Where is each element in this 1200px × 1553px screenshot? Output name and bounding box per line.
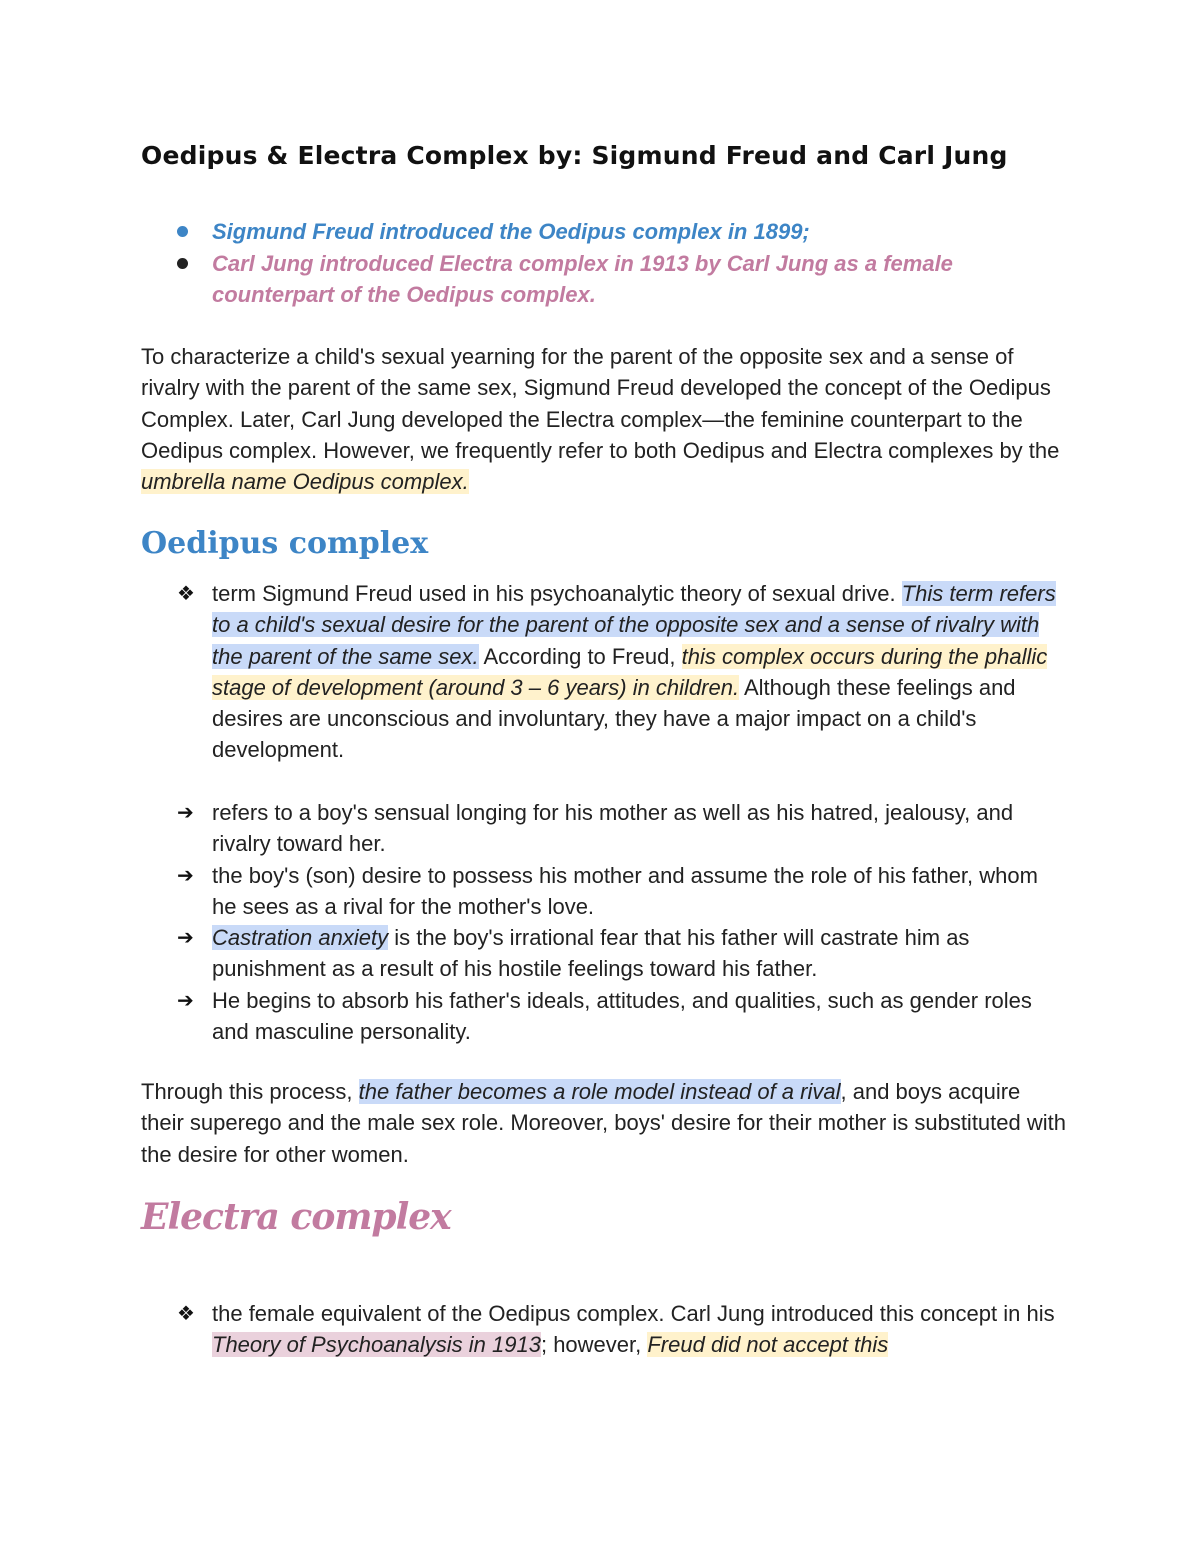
electra-heading: Electra complex xyxy=(141,1196,451,1238)
highlight-yellow: Freud did not accept this xyxy=(647,1332,889,1358)
paragraph-text: To characterize a child's sexual yearning for the parent of the opposite sex and a sense of rivalry with the parent of the same sex, Sigmund Freud developed the concept of the Oedipus Complex. Later, Carl Jung developed the Electra complex—the feminine counterpart to the Oedipus complex. However, we frequently refer to both Oedipus and Electra complexes by the xyxy=(141,344,1060,463)
list-item xyxy=(141,922,1066,985)
paragraph-text: Through this process, xyxy=(141,1079,359,1104)
item-text: the female equivalent of the Oedipus complex. Carl Jung introduced this concept in his xyxy=(212,1301,1055,1326)
highlight-blue: Castration anxiety xyxy=(212,925,389,951)
intro-paragraph xyxy=(141,341,1066,497)
item-text: According to Freud, xyxy=(478,643,682,669)
arrow-bullet-icon: ➔ xyxy=(177,987,194,1012)
list-item xyxy=(141,985,1066,1048)
arrow-bullet-icon: ➔ xyxy=(177,800,194,824)
bullet-dot-icon xyxy=(177,258,188,269)
list-item xyxy=(141,248,1041,311)
diamond-bullet-icon: ❖ xyxy=(177,581,195,605)
item-text: term Sigmund Freud used in his psychoanalytic theory of sexual drive. xyxy=(212,581,902,606)
list-item xyxy=(141,860,1066,923)
item-text: He begins to absorb his father's ideals, attitudes, and qualities, such as gender roles and masculine personality. xyxy=(212,987,1032,1045)
document-title: Oedipus & Electra Complex by: Sigmund Freud and Carl Jung xyxy=(141,141,1008,170)
bullet-dot-icon xyxy=(177,226,188,237)
highlight-yellow: umbrella name Oedipus complex. xyxy=(141,469,469,495)
oedipus-arrow-list xyxy=(141,797,1066,1047)
highlight-blue: the father becomes a role model instead of a rival xyxy=(358,1079,841,1104)
diamond-bullet-icon: ❖ xyxy=(177,1301,195,1325)
item-text: ; however, xyxy=(540,1332,648,1358)
list-item xyxy=(141,578,1066,766)
intro-bullet-text: Sigmund Freud introduced the Oedipus complex in 1899; xyxy=(212,219,810,244)
arrow-bullet-icon: ➔ xyxy=(177,862,194,887)
list-item xyxy=(141,216,1041,248)
oedipus-definition-list xyxy=(141,578,1066,766)
arrow-bullet-icon: ➔ xyxy=(177,925,194,950)
oedipus-closing-paragraph xyxy=(141,1076,1066,1170)
list-item xyxy=(141,797,1066,860)
item-text: is the boy's irrational fear that his father will castrate him as punishment as a result of his hostile feelings toward his father. xyxy=(212,925,970,982)
item-text: refers to a boy's sensual longing for his mother as well as his hatred, jealousy, and rivalry toward her. xyxy=(212,800,1014,857)
electra-definition-list xyxy=(141,1298,1066,1361)
item-text: Although these feelings and desires are unconscious and involuntary, they have a major impact on a child's development. xyxy=(212,674,1016,763)
item-text: the boy's (son) desire to possess his mother and assume the role of his father, whom he sees as a rival for the mother's love. xyxy=(212,862,1038,919)
list-item xyxy=(141,1298,1066,1361)
highlight-pink: Theory of Psychoanalysis in 1913 xyxy=(212,1332,541,1358)
oedipus-heading: Oedipus complex xyxy=(141,526,429,561)
paragraph-text: , and boys acquire their superego and the male sex role. Moreover, boys' desire for their mother is substituted with the desire for other women. xyxy=(141,1079,1066,1167)
intro-bullet-text: Carl Jung introduced Electra complex in 1913 by Carl Jung as a female counterpart of the Oedipus complex. xyxy=(212,250,953,307)
highlight-yellow: this complex occurs during the phallic stage of development (around 3 – 6 years) in children. xyxy=(212,643,1048,700)
highlight-blue: This term refers to a child's sexual desire for the parent of the opposite sex and a sense of rivalry with the parent of the same sex. xyxy=(212,581,1056,669)
intro-bullet-list xyxy=(141,216,1041,311)
